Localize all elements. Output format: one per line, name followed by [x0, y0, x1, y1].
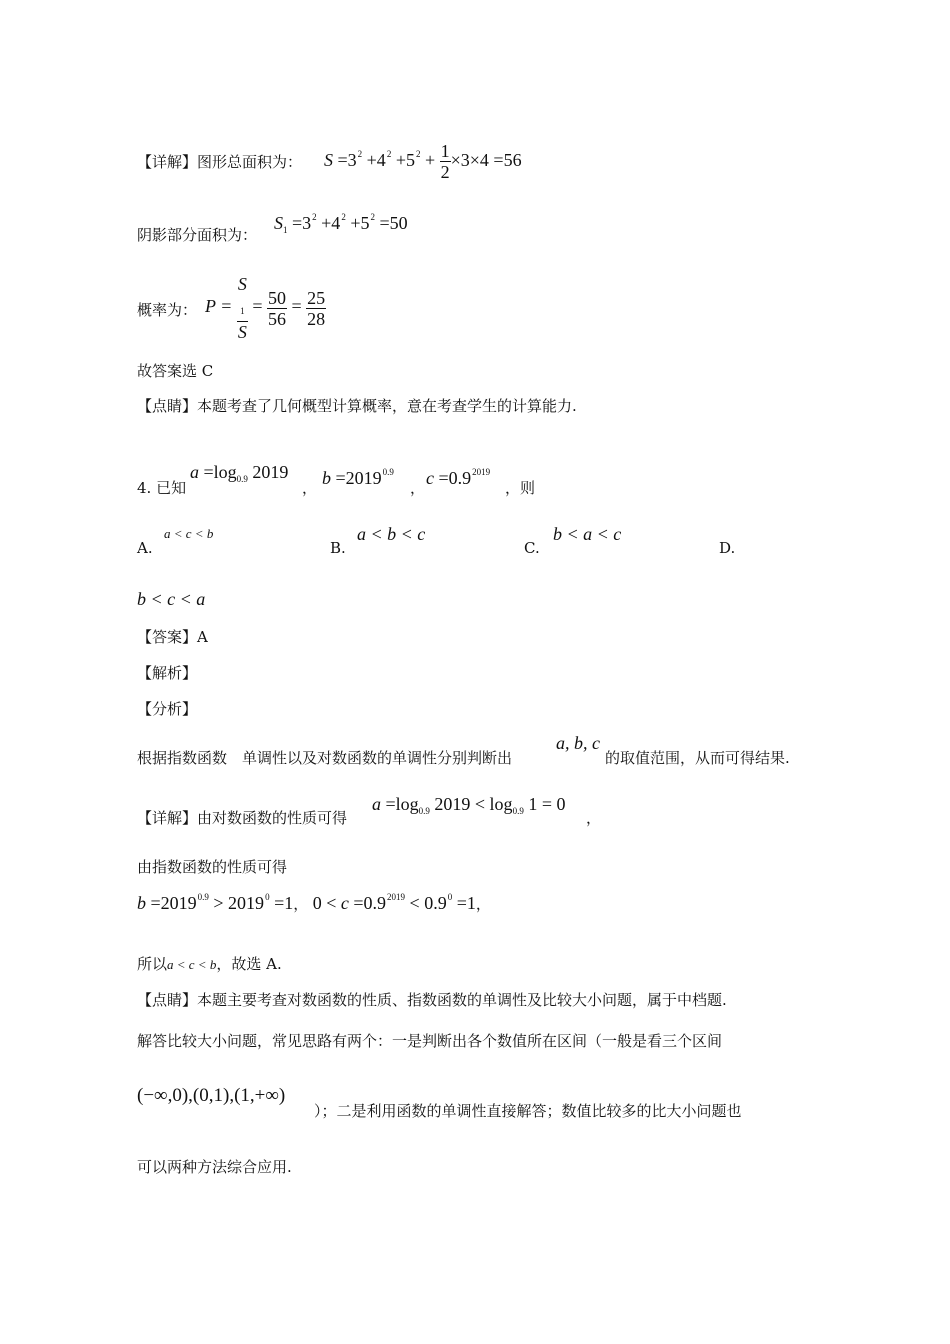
- option-d-label: D.: [719, 539, 736, 557]
- analysis-label: 【解析】: [137, 664, 198, 682]
- comment-3: 解答比较大小问题，常见思路有两个：一是判断出各个数值所在区间（一般是看三个区间: [137, 1032, 723, 1050]
- question-4-sep-2: ，: [410, 479, 426, 497]
- half-fraction: $\frac{1}{2}$: [440, 141, 450, 183]
- comment-1: 【点睛】本题考查了几何概型计算概率，意在考查学生的计算能力.: [137, 397, 577, 415]
- answer-label: 【答案】A: [137, 628, 208, 646]
- fenxi-text-a: 根据指数函数 单调性以及对数函数的单调性分别判断出: [137, 749, 513, 767]
- fenxi-text-b: 的取值范围，从而可得结果.: [605, 749, 790, 767]
- probability-formula: P = S $_1$ S = $\frac{50}{56}$ = $\frac{25}{28}$: [205, 274, 326, 342]
- option-c-label: C.: [524, 539, 540, 557]
- question-4-c-expr: $c =0.9^{2019}$: [426, 467, 491, 488]
- comment-2: 【点睛】本题主要考查对数函数的性质、指数函数的单调性及比较大小问题，属于中档题.: [137, 991, 727, 1009]
- question-4-b-expr: $b =2019^{0.9}$: [322, 467, 394, 488]
- detail-total-area-label: 【详解】图形总面积为：: [137, 153, 303, 171]
- question-4-prefix: 4. 已知: [137, 479, 187, 497]
- comment-5: 可以两种方法综合应用.: [137, 1158, 292, 1176]
- comment-4: ）；二是利用函数的单调性直接解答；数值比较多的比大小问题也: [314, 1102, 742, 1120]
- detail-2-expr: $a =\log_{0.9}$ $2019 < \log_{0.9} 1 = 0$: [372, 794, 566, 816]
- answer-c-line: 故答案选 C: [137, 362, 214, 380]
- detail-2-comma: ，: [586, 809, 602, 827]
- intervals-expr: (−∞,0),(0,1),(1,+∞): [137, 1085, 286, 1106]
- question-4-sep-1: ，: [302, 479, 318, 497]
- option-a-label: A.: [137, 539, 153, 557]
- fenxi-label: 【分析】: [137, 700, 198, 718]
- option-a-expr: a < c < b: [164, 526, 214, 541]
- total-area-formula: $S =3^2 +4^2 +5^2$ + $\frac{1}{2}$ ×3×4 =56: [324, 141, 522, 183]
- option-b-label: B.: [330, 539, 346, 557]
- probability-label: 概率为：: [137, 301, 198, 319]
- question-4-a-expr: $a =\log_{0.9}$ 2019: [190, 462, 289, 484]
- shaded-area-formula: $S_1 =3^2 +4^2 +5^2 =50$: [274, 212, 408, 235]
- option-d-expr: b < c < a: [137, 589, 206, 609]
- question-4-suffix: ，则: [505, 479, 536, 497]
- fenxi-vars: a, b, c: [556, 733, 600, 753]
- shaded-area-label: 阴影部分面积为：: [137, 226, 258, 244]
- option-c-expr: b < a < c: [553, 524, 622, 544]
- option-b-expr: a < b < c: [357, 524, 426, 544]
- exp-label: 由指数函数的性质可得: [137, 858, 288, 876]
- exp-line: $b =2019^{0.9} > 2019^0 =1$， $0 < c =0.9^{2019} < 0.9^0 =1$，: [137, 892, 491, 913]
- detail-2-label: 【详解】由对数函数的性质可得: [137, 809, 348, 827]
- so-line: 所以a < c < b，故选 A.: [137, 955, 282, 973]
